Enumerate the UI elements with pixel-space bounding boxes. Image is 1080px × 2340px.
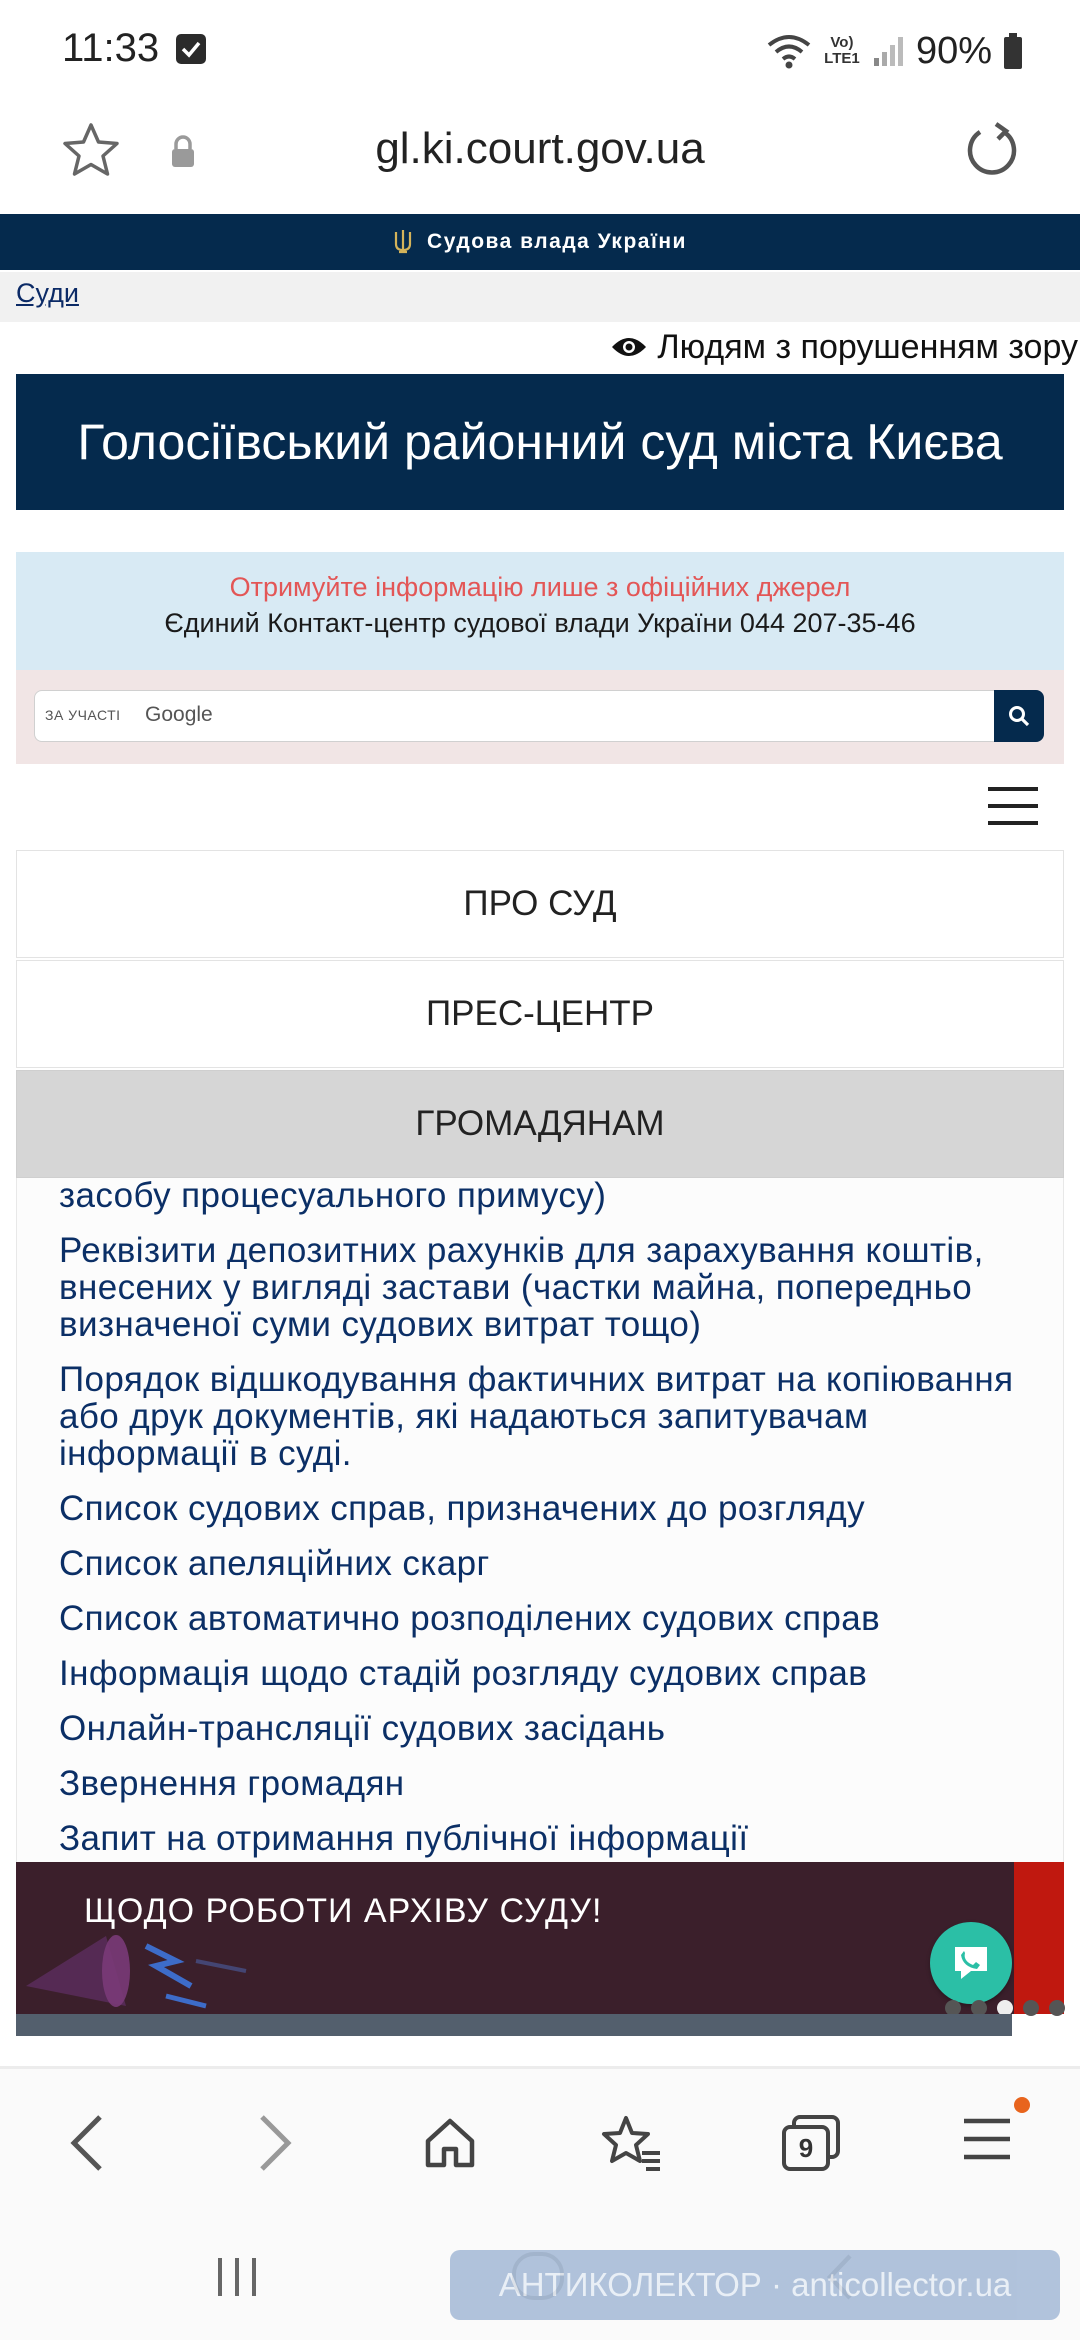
browser-menu-button[interactable] [962,2113,1012,2170]
eye-icon [611,335,647,359]
submenu-item[interactable]: Звернення громадян [59,1764,405,1803]
announcement-text: ЩОДО РОБОТИ АРХІВУ СУДУ! [84,1892,603,1930]
banner-footer-strip [16,2014,1012,2036]
breadcrumb-courts-link[interactable]: Суди [16,278,79,308]
submenu-list [59,1178,1049,1862]
battery-percentage: 90% [915,29,992,72]
nav-item-press-center[interactable]: ПРЕС-ЦЕНТР [16,960,1064,1068]
chat-button[interactable] [930,1922,1012,2004]
banner-accent [1014,1862,1064,2014]
network-label: Vo) LTE1 [824,34,860,67]
status-bar [0,0,1080,100]
citizens-submenu [16,1178,1064,1862]
back-button[interactable] [64,2113,114,2178]
chevron-left-icon [64,2113,114,2173]
recent-apps-icon [214,2254,260,2300]
battery-icon [1002,32,1024,70]
submenu-item[interactable]: Онлайн-трансляції судових засідань [59,1709,666,1748]
nav-item-about[interactable]: ПРО СУД [16,850,1064,958]
wifi-icon [766,31,812,71]
browser-bottom-toolbar [0,2066,1080,2219]
bookmarks-star-list-icon [598,2113,664,2173]
search-section [16,670,1064,764]
notification-dot [1014,2097,1030,2113]
slider-dot[interactable] [1023,2000,1039,2016]
chevron-right-icon [248,2113,298,2173]
recent-apps-button[interactable] [214,2254,260,2305]
submenu-item[interactable]: Список судових справ, призначених до розгляду [59,1489,866,1528]
browser-url-bar [0,100,1080,217]
trident-icon [393,228,413,256]
nav-item-citizens[interactable]: ГРОМАДЯНАМ [16,1070,1064,1178]
menu-icon [962,2113,1012,2165]
hamburger-icon [988,785,1038,827]
submenu-item[interactable]: засобу процесуального примусу) [59,1178,607,1215]
site-menu-toggle[interactable] [988,785,1038,832]
submenu-item[interactable]: Список автоматично розподілених судових справ [59,1599,881,1638]
search-input[interactable] [34,690,996,742]
info-notice [16,552,1064,670]
contact-center-info: Єдиний Контакт-центр судової влади України 044 207-35-46 [164,608,916,638]
forward-button[interactable] [248,2113,298,2178]
submenu-item[interactable]: Список апеляційних скарг [59,1544,490,1583]
breadcrumb [0,272,1080,322]
status-time: 11:33 [62,26,160,70]
chat-phone-icon [949,1941,993,1985]
bookmarks-button[interactable] [598,2113,664,2178]
search-icon [1007,704,1031,728]
visually-impaired-link[interactable] [611,324,1078,370]
submenu-item[interactable]: Запит на отримання публічної інформації [59,1819,749,1858]
search-powered-by: ЗА УЧАСТІ [45,707,121,723]
tabs-count: 9 [798,2133,814,2163]
official-sources-warning: Отримуйте інформацію лише з офіційних джерел [229,572,851,602]
url-text[interactable]: gl.ki.court.gov.ua [375,124,705,173]
signal-icon [872,34,906,68]
visually-impaired-label: Людям з порушенням зору [657,327,1078,366]
slider-dot[interactable] [1049,2000,1065,2016]
tabs-button[interactable] [780,2113,842,2178]
submenu-item[interactable]: Реквізити депозитних рахунків для зарахування коштів, внесених у вигляді застави (частки майна, попередньо визначеної суми судових витрат тощо) [59,1231,984,1344]
judiciary-banner-label: Судова влада України [427,230,687,253]
reload-icon[interactable] [960,120,1022,187]
google-logo: Google [145,703,213,726]
submenu-item[interactable]: Порядок відшкодування фактичних витрат на копіювання або друк документів, які надаються запитувачам інформації в суді. [59,1360,1014,1473]
court-title[interactable]: Голосіївський районний суд міста Києва [16,374,1064,510]
search-button[interactable] [994,690,1044,742]
status-indicators [766,26,1024,76]
home-icon [420,2113,480,2173]
checkbox-notification-icon [176,34,206,64]
announcement-banner[interactable] [16,1862,1064,2014]
home-button[interactable] [420,2113,480,2178]
judiciary-banner[interactable] [0,214,1080,270]
watermark: АНТИКОЛЕКТОР · anticollector.ua [450,2250,1060,2320]
submenu-item[interactable]: Інформація щодо стадій розгляду судових справ [59,1654,868,1693]
